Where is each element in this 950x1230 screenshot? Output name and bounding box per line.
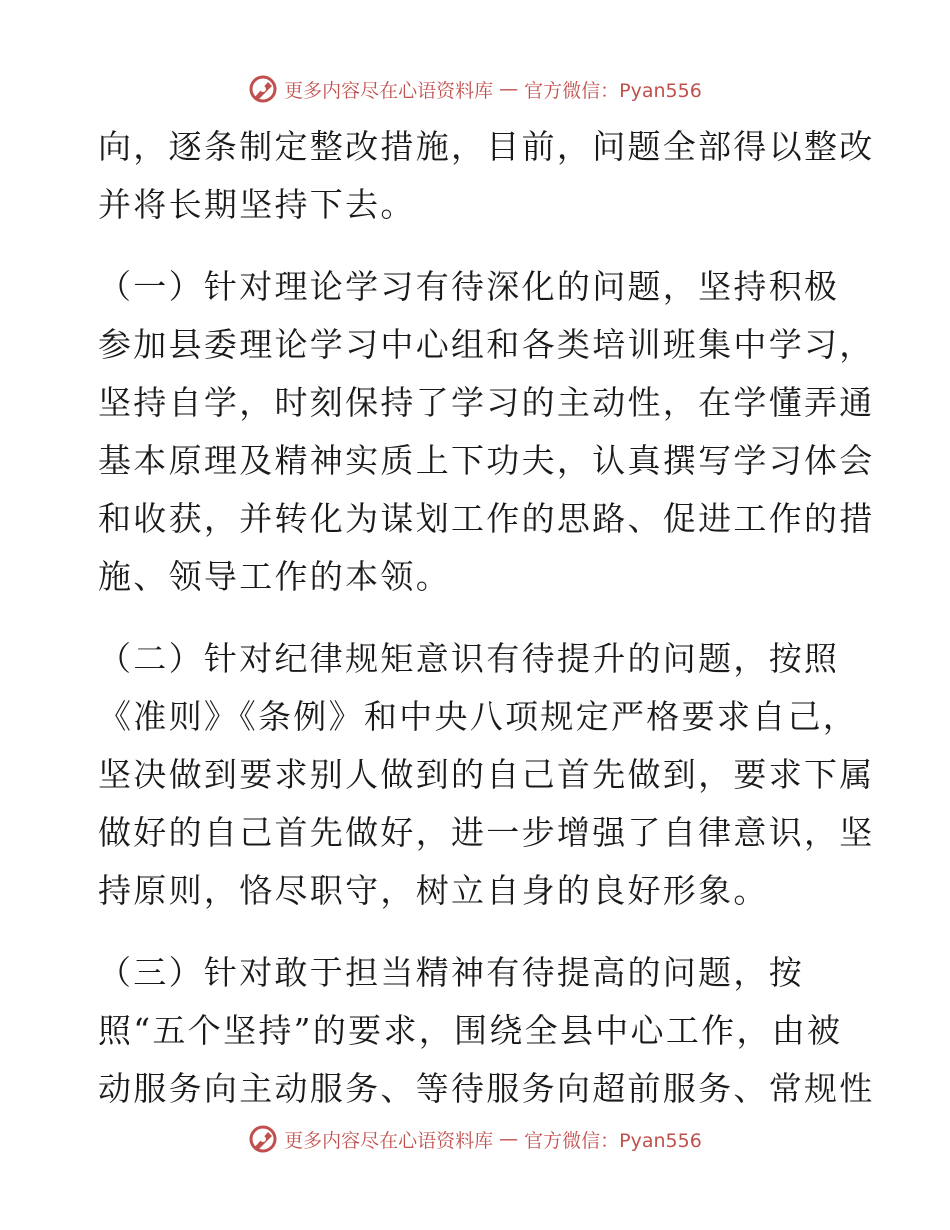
text-line: 并将长期坚持下去。 [98, 185, 416, 224]
text-line: 和收获，并转化为谋划工作的思路、促进工作的措 [98, 499, 875, 538]
text-line: 参加县委理论学习中心组和各类培训班集中学习， [98, 325, 875, 364]
text-line: 施、领导工作的本领。 [98, 557, 451, 596]
paragraph [98, 630, 875, 920]
text-line: 持原则，恪尽职守，树立自身的良好形象。 [98, 871, 769, 910]
watermark-text: 更多内容尽在心语资料库 [284, 79, 494, 102]
text-line: 坚持自学，时刻保持了学习的主动性，在学懂弄通 [98, 383, 875, 422]
paragraph [98, 944, 875, 1118]
pen-logo-icon [248, 74, 278, 104]
text-line: 向，逐条制定整改措施，目前，问题全部得以整改 [98, 127, 875, 166]
pen-logo-icon [248, 1124, 278, 1154]
document-body [98, 118, 875, 1118]
text-line: 照“五个坚持”的要求，围绕全县中心工作，由被 [98, 1011, 843, 1050]
text-line: 动服务向主动服务、等待服务向超前服务、常规性 [98, 1069, 875, 1108]
footer-watermark [0, 1124, 950, 1154]
watermark-text: 更多内容尽在心语资料库 [284, 1129, 494, 1152]
paragraph [98, 258, 875, 606]
watermark-separator: — [499, 78, 519, 100]
paragraph [98, 118, 875, 234]
watermark-wechat: 官方微信：Pyan556 [524, 79, 702, 102]
watermark-separator: — [499, 1128, 519, 1150]
text-line: 《准则》《条例》和中央八项规定严格要求自己， [98, 697, 859, 736]
text-line: 坚决做到要求别人做到的自己首先做到，要求下属 [98, 755, 875, 794]
text-line: （一）针对理论学习有待深化的问题，坚持积极 [98, 267, 840, 306]
text-line: （三）针对敢于担当精神有待提高的问题，按 [98, 953, 804, 992]
text-line: 基本原理及精神实质上下功夫，认真撰写学习体会 [98, 441, 875, 480]
header-watermark [0, 74, 950, 104]
text-line: 做好的自己首先做好，进一步增强了自律意识，坚 [98, 813, 875, 852]
text-line: （二）针对纪律规矩意识有待提升的问题，按照 [98, 639, 840, 678]
watermark-wechat: 官方微信：Pyan556 [524, 1129, 702, 1152]
